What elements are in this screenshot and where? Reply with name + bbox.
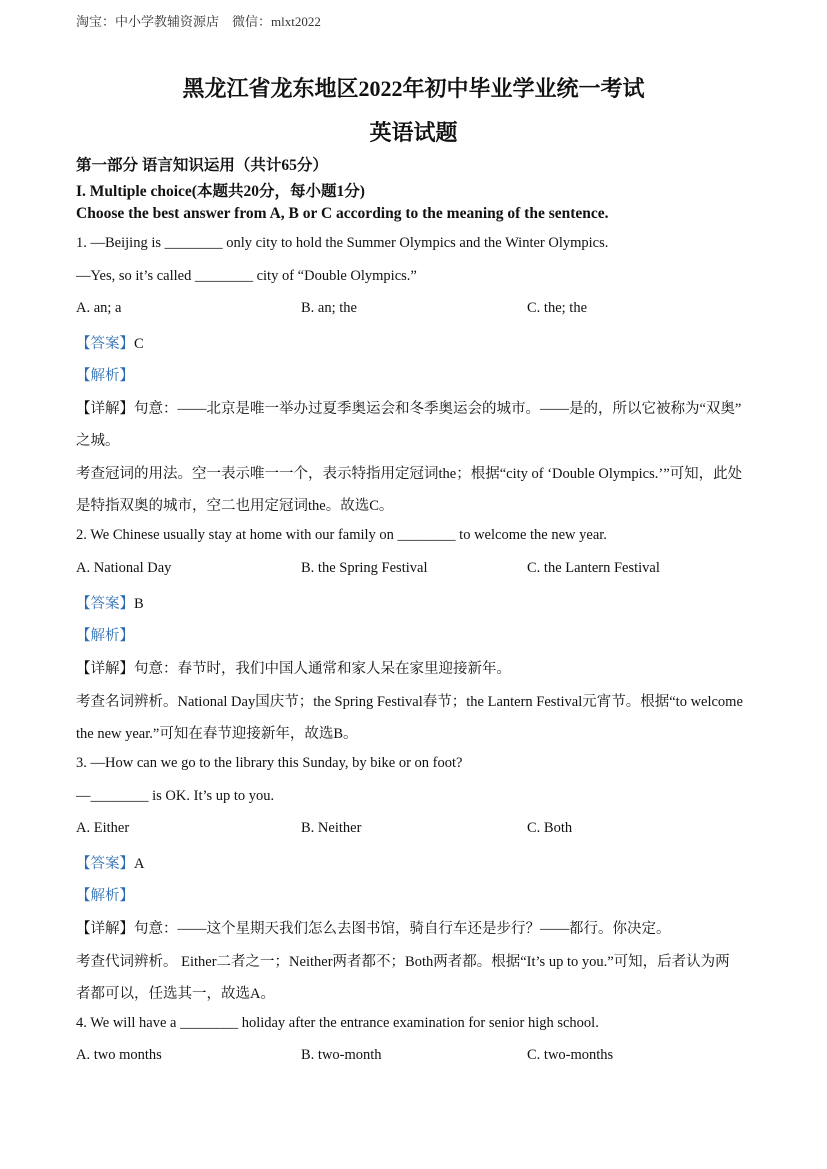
explanation-text: 考查名词辨析。National Day国庆节；the Spring Festival春节；the Lantern Festival元宵节。根据“to welcome bbox=[76, 694, 743, 710]
option-a: A. Either bbox=[76, 820, 130, 836]
answer-tag: 【答案】 bbox=[76, 596, 134, 612]
answer-line bbox=[76, 592, 144, 613]
detail-tag: 【详解】 bbox=[76, 921, 134, 937]
question-stem: —Yes, so it’s called ________ city of “Double Olympics.” bbox=[76, 268, 417, 284]
option-c: C. Both bbox=[527, 820, 573, 836]
detail-tag: 【详解】 bbox=[76, 401, 134, 417]
option-c: C. two-months bbox=[527, 1047, 614, 1063]
option-b: B. Neither bbox=[301, 820, 362, 836]
explanation-text: 考查代词辨析。 Either二者之一；Neither两者都不；Both两者都。根据“It’s up to you.”可知，后者认为两 bbox=[76, 954, 730, 970]
exam-title: 黑龙江省龙东地区2022年初中毕业学业统一考试 bbox=[182, 76, 645, 101]
option-a: A. an; a bbox=[76, 300, 122, 316]
detail-line bbox=[76, 917, 671, 938]
analysis-tag: 【解析】 bbox=[76, 628, 134, 644]
answer-line bbox=[76, 332, 144, 353]
detail-text: 句意：——这个星期天我们怎么去图书馆，骑自行车还是步行？——都行。你决定。 bbox=[134, 921, 671, 937]
exam-subtitle: 英语试题 bbox=[369, 120, 458, 145]
header-note: 淘宝：中小学教辅资源店 微信：mlxt2022 bbox=[76, 14, 321, 29]
answer-value: B bbox=[134, 596, 144, 612]
option-b: B. an; the bbox=[301, 300, 357, 316]
explanation-text: 考查冠词的用法。空一表示唯一一个，表示特指用定冠词the；根据“city of ‘Double Olympics.’”可知，此处 bbox=[76, 466, 743, 482]
option-c: C. the Lantern Festival bbox=[527, 560, 660, 576]
answer-value: A bbox=[134, 856, 145, 872]
detail-line bbox=[76, 657, 511, 678]
detail-tag: 【详解】 bbox=[76, 661, 134, 677]
question-stem: 4. We will have a ________ holiday after the entrance examination for senior high school. bbox=[76, 1015, 599, 1031]
detail-text: 句意：春节时，我们中国人通常和家人呆在家里迎接新年。 bbox=[134, 661, 511, 677]
explanation-text: 是特指双奥的城市，空二也用定冠词the。故选C。 bbox=[76, 498, 394, 514]
question-stem: 3. —How can we go to the library this Sunday, by bike or on foot? bbox=[76, 755, 463, 771]
option-c: C. the; the bbox=[527, 300, 588, 316]
option-b: B. two-month bbox=[301, 1047, 382, 1063]
question-stem: 1. —Beijing is ________ only city to hold the Summer Olympics and the Winter Olympics. bbox=[76, 235, 609, 251]
detail-line bbox=[76, 397, 741, 418]
answer-line bbox=[76, 852, 144, 873]
section-heading: I. Multiple choice(本题共20分，每小题1分) bbox=[76, 183, 365, 200]
part-heading: 第一部分 语言知识运用（共计65分） bbox=[76, 157, 328, 174]
answer-value: C bbox=[134, 336, 144, 352]
detail-text: 之城。 bbox=[76, 433, 120, 449]
option-b: B. the Spring Festival bbox=[301, 560, 428, 576]
instruction: Choose the best answer from A, B or C according to the meaning of the sentence. bbox=[76, 205, 609, 222]
question-stem: 2. We Chinese usually stay at home with our family on ________ to welcome the new year. bbox=[76, 527, 607, 543]
answer-tag: 【答案】 bbox=[76, 856, 134, 872]
explanation-text: 者都可以，任选其一，故选A。 bbox=[76, 986, 275, 1002]
analysis-tag: 【解析】 bbox=[76, 368, 134, 384]
analysis-tag: 【解析】 bbox=[76, 888, 134, 904]
option-a: A. National Day bbox=[76, 560, 172, 576]
answer-tag: 【答案】 bbox=[76, 336, 134, 352]
explanation-text: the new year.”可知在春节迎接新年，故选B。 bbox=[76, 726, 358, 742]
detail-text: 句意：——北京是唯一举办过夏季奥运会和冬季奥运会的城市。——是的，所以它被称为“双奥” bbox=[134, 401, 742, 417]
question-stem: —________ is OK. It’s up to you. bbox=[76, 788, 275, 804]
option-a: A. two months bbox=[76, 1047, 162, 1063]
